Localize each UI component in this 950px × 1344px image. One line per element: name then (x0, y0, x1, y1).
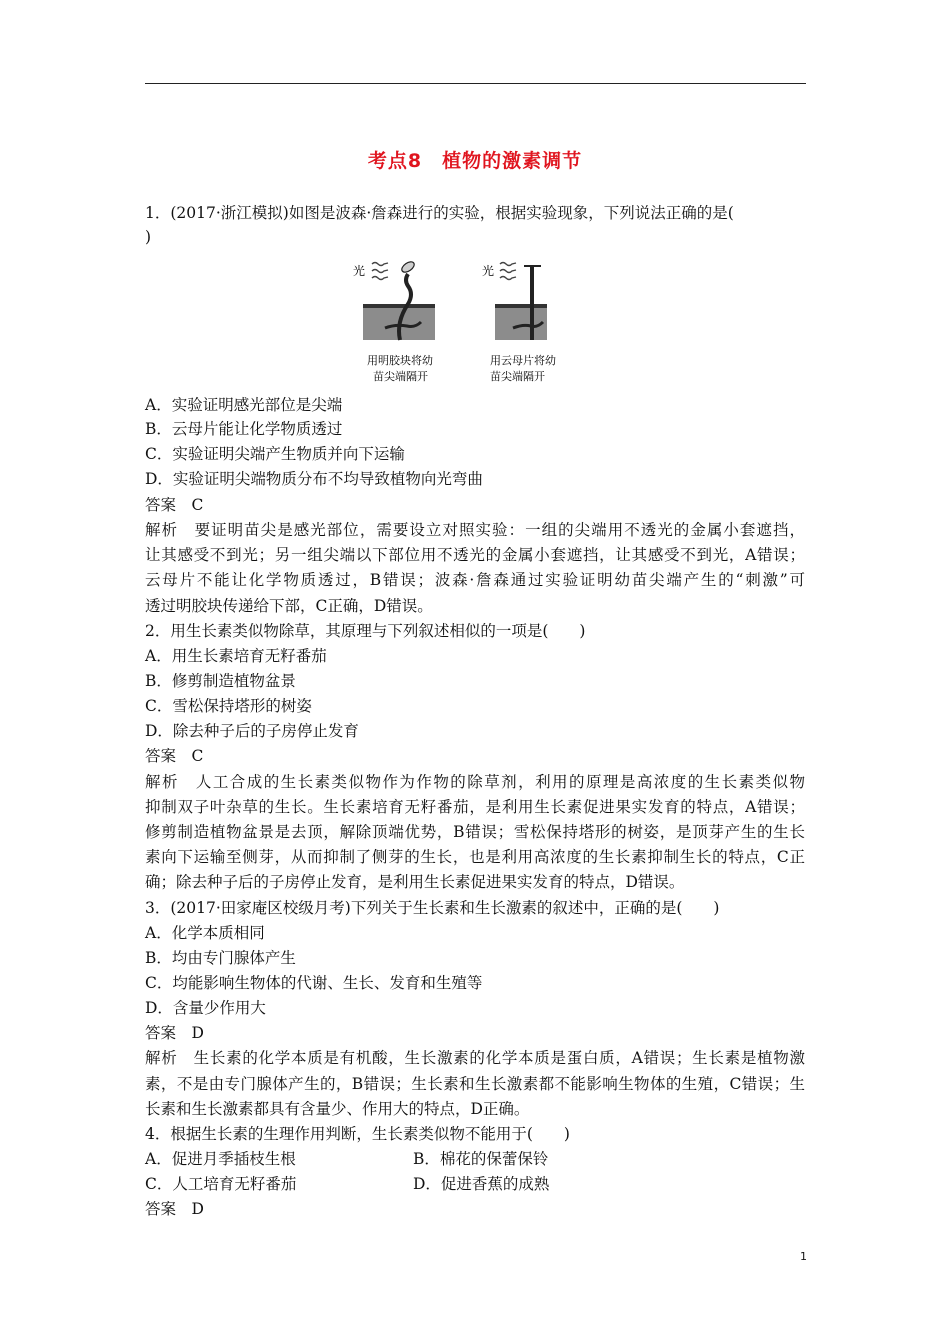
q1-figure (345, 254, 595, 389)
left-light-rays-icon (372, 263, 388, 280)
q3-explanation-line2: 素，不是由专门腺体产生的，B错误；生长素和生长激素都不能影响生物体的生殖，C错误；生 (145, 1075, 805, 1093)
right-caption-line2: 苗尖端隔开 (490, 370, 545, 383)
left-caption-line2: 苗尖端隔开 (373, 370, 428, 383)
q2-explanation-line5: 确；除去种子后的子房停止发育，是利用生长素促进果实发育的特点，D错误。 (145, 873, 685, 891)
q2-explanation-line4: 素向下运输至侧芽，从而抑制了侧芽的生长，也是利用高浓度的生长素抑制生长的特点，C正 (145, 848, 805, 866)
q3-explanation-line3: 长素和生长激素都具有含量少、作用大的特点，D正确。 (145, 1100, 530, 1118)
q3-option-a: A．化学本质相同 (145, 924, 265, 942)
right-caption-line1: 用云母片将幼 (490, 354, 556, 367)
q2-explanation-line3: 修剪制造植物盆景是去顶，解除顶端优势，B错误；雪松保持塔形的树姿，是顶芽产生的生长 (145, 823, 805, 841)
q3-explanation-line1: 解析 生长素的化学本质是有机酸，生长激素的化学本质是蛋白质，A错误；生长素是植物激 (145, 1049, 805, 1067)
right-light-rays-icon (500, 263, 516, 280)
q4-stem: 4．根据生长素的生理作用判断，生长素类似物不能用于( ) (145, 1125, 570, 1143)
left-soil-surface (363, 304, 435, 308)
left-light-label: 光 (353, 264, 366, 278)
q1-option-a: A．实验证明感光部位是尖端 (145, 396, 343, 414)
q4-option-c: C．人工培育无籽番茄 (145, 1175, 297, 1193)
q2-explanation-line2: 抑制双子叶杂草的生长。生长素培育无籽番茄，是利用生长素促进果实发育的特点，A错误； (145, 798, 805, 816)
q1-explanation-line4: 透过明胶块传递给下部，C正确，D错误。 (145, 597, 433, 615)
q1-option-d: D．实验证明尖端物质分布不均导致植物向光弯曲 (145, 470, 483, 488)
q1-answer: 答案 C (145, 496, 204, 514)
q4-option-b: B．棉花的保蕾保铃 (413, 1150, 549, 1168)
q1-option-b: B．云母片能让化学物质透过 (145, 420, 343, 438)
q4-answer: 答案 D (145, 1200, 204, 1218)
q2-stem: 2．用生长素类似物除草，其原理与下列叙述相似的一项是( ) (145, 622, 586, 640)
q4-option-a: A．促进月季插枝生根 (145, 1150, 296, 1168)
q1-stem-line1: 1．(2017·浙江模拟)如图是波森·詹森进行的实验，根据实验现象，下列说法正确的是( (145, 204, 734, 222)
seedling-experiment-diagram (345, 254, 595, 389)
q3-answer: 答案 D (145, 1024, 204, 1042)
page-title: 考点8 植物的激素调节 (367, 150, 583, 172)
page-number: 1 (800, 1250, 807, 1263)
q3-option-d: D．含量少作用大 (145, 999, 266, 1017)
header-rule (145, 83, 806, 84)
q2-option-d: D．除去种子后的子房停止发育 (145, 722, 359, 740)
q3-stem: 3．(2017·田家庵区校级月考)下列关于生长素和生长激素的叙述中，正确的是( ) (145, 899, 720, 917)
q2-explanation-line1: 解析 人工合成的生长素类似物作为作物的除草剂，利用的原理是高浓度的生长素类似物 (145, 773, 805, 791)
right-soil-surface (495, 304, 547, 308)
left-caption-line1: 用明胶块将幼 (367, 354, 433, 367)
q1-explanation-line3: 云母片不能让化学物质透过，B错误；波森·詹森通过实验证明幼苗尖端产生的“刺激”可 (145, 571, 805, 589)
q4-option-d: D．促进香蕉的成熟 (413, 1175, 550, 1193)
q2-option-c: C．雪松保持塔形的树姿 (145, 697, 312, 715)
q2-option-b: B．修剪制造植物盆景 (145, 672, 296, 690)
q3-option-c: C．均能影响生物体的代谢、生长、发育和生殖等 (145, 974, 483, 992)
q3-option-b: B．均由专门腺体产生 (145, 949, 296, 967)
q2-option-a: A．用生长素培育无籽番茄 (145, 647, 327, 665)
q1-explanation-line2: 让其感受不到光；另一组尖端以下部位用不透光的金属小套遮挡，让其感受不到光，A错误； (145, 546, 805, 564)
right-soil-block (495, 304, 547, 340)
q2-answer: 答案 C (145, 747, 204, 765)
q1-option-c: C．实验证明尖端产生物质并向下运输 (145, 445, 405, 463)
left-gelatin-tip (400, 260, 416, 275)
q4-option-row-1 (145, 1149, 296, 1169)
q1-stem-line2: ) (145, 228, 152, 246)
right-light-label: 光 (482, 264, 495, 278)
q1-explanation-line1: 解析 要证明苗尖是感光部位，需要设立对照实验：一组的尖端用不透光的金属小套遮挡， (145, 521, 805, 539)
